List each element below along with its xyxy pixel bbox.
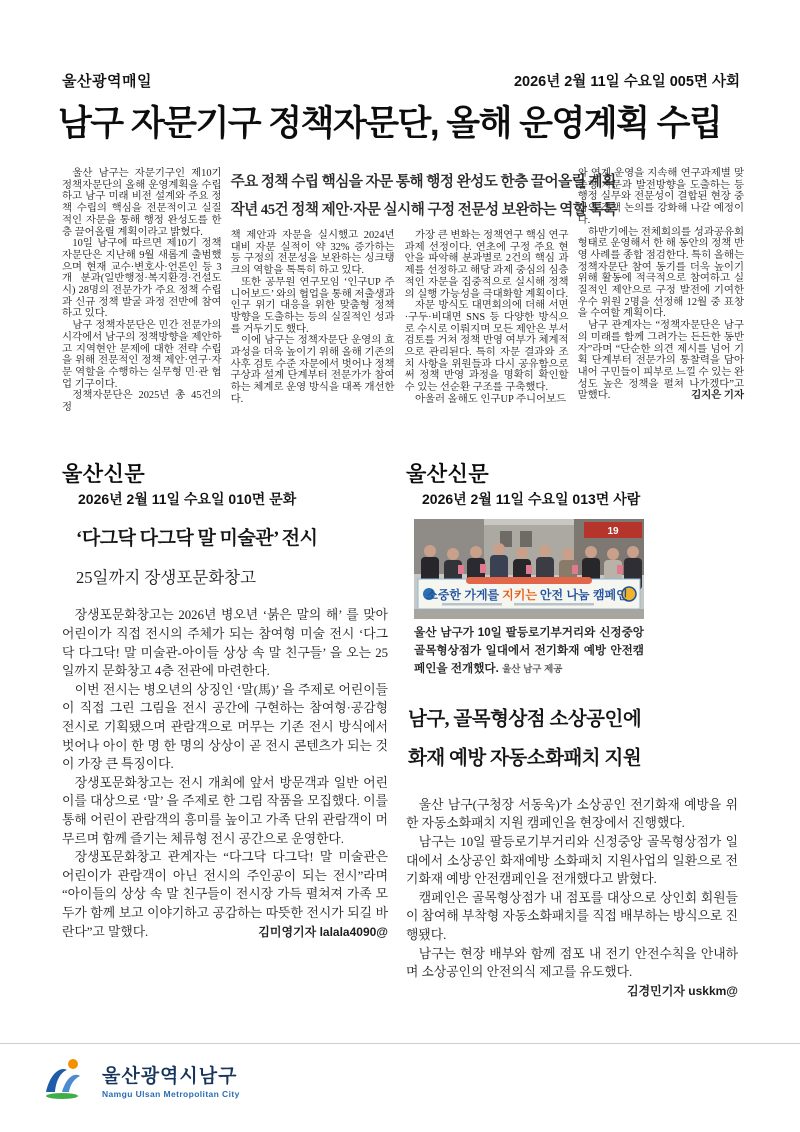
paper-logo-people: 울산신문 (406, 463, 490, 486)
quote-text: 남구는 현장 배부와 함께 점포 내 전기 안전수칙을 안내하며 소상공인의 안전의식 제고를 유도했다. (406, 946, 738, 980)
paragraph (578, 320, 744, 402)
photo-ground (414, 609, 644, 619)
logo-korean: 울산광역시남구 (102, 1066, 238, 1087)
paragraph: 장생포문화창고는 2026년 병오년 ‘붉은 말의 해’ 를 맞아 어린이가 직접 전시의 주체가 되는 참여형 미술 전시 ‘다그닥 다그닥! 말 미술관-아이들 상상 속 말 친구들’ 을 오는 25일까지 문화창고 4층 전관에 마련한다. (62, 608, 388, 679)
paragraph: 남구는 10일 팔등로기부거리와 신정중앙 골목형상점가 일대에서 소상공인 화재예방 소화패치 지원사업의 일환으로 전기화재 예방 안전캠페인을 전개했다고 밝혔다. (406, 834, 738, 887)
main-article (62, 168, 744, 460)
paragraph: 책 제안과 자문을 실시했고 2024년 대비 자문 실적이 약 32% 증가하는 등 구정의 전문성을 보완하는 싱크탱크의 역할을 톡톡히 하고 있다. (230, 230, 395, 277)
paragraph: 이번 전시는 병오년의 상징인 ‘말(馬)’ 을 주제로 어린이들이 직접 그린 그림을 전시 공간에 구현하는 참여형·공감형 전시로 기획됐으며 관람객으로 머무는 기존 전시 방식에서 벗어나 아이 한 명 한 명의 상상이 곧 전시 콘텐츠가 되는 것이 가장 큰 특징이다. (62, 682, 388, 772)
paragraph: 정책자문단은 2025년 총 45건의 정 (62, 390, 222, 414)
reporter-byline: 김미영기자 lalala4090@ (258, 924, 388, 939)
top-dateline: 2026년 2월 11일 수요일 005면 사회 (513, 74, 740, 90)
paragraph: 울산 남구(구청장 서동욱)가 소상공인 전기화재 예방을 위한 자동소화패치 지원 캠페인을 현장에서 진행했다. (406, 797, 738, 831)
paragraph: 캠페인은 골목형상점가 내 점포를 대상으로 상인회 회원들이 참여해 부착형 자동소화패치를 직접 배부하는 방식으로 진행됐다. (406, 890, 738, 942)
main-subhead (230, 168, 617, 224)
quote-text: 장생포문화창고 관계자는 “다그닥 다그닥! 말 미술관은 어린이가 관람객이 아닌 전시의 주인공이 되는 전시”라며 “아이들의 상상 속 말 친구들이 전시장 가득 펼쳐져 가족 모두가 함께 보고 이야기하고 공감하는 따뜻한 전시가 되길 바란다”고 말했다. (62, 850, 388, 939)
reporter-byline: 김경민기자 uskkm@ (626, 983, 738, 998)
subhead-line2: 작년 45건 정책 제안·자문 실시해 구정 전문성 보완하는 역할 톡톡 (230, 202, 617, 218)
logo-text (102, 1061, 240, 1099)
paragraph: 장생포문화창고는 전시 개최에 앞서 방문객과 일반 어린이를 대상으로 ‘말’ 을 주제로 한 그림 작품을 모집했다. 이를 통해 어린이 관람객의 흥미를 높이고 가족 단위 관람객이 머무르며 함께 즐기는 체류형 전시 공간으로 운영한다. (62, 775, 388, 846)
main-article-col1 (62, 168, 222, 460)
paragraph: 울산 남구는 자문기구인 제10기 정책자문단의 올해 운영계획을 수립하고 남구 미래 비전 설계와 주요 정책 수립의 핵심을 전문적이고 실질적인 자문을 통해 행정 완성도를 한층 끌어올릴 계획이라고 밝혔다. (62, 168, 222, 238)
main-article-col4 (578, 168, 744, 460)
people-headline (408, 700, 738, 778)
banner-small-text-bar (442, 603, 502, 606)
paragraph: 와 연계 운영을 지속해 연구과제별 맞춤형 자문과 발전방향을 도출하는 등 행정 실무와 전문성이 결합된 현장 중심의 정책 논의를 강화해 나갈 예정이다. (577, 168, 744, 226)
culture-headline: ‘다그닥 다그닥 말 미술관’ 전시 (76, 527, 318, 549)
subhead-line1: 주요 정책 수립 핵심을 자문 통해 행정 완성도 한층 끌어올릴 계획 (230, 174, 616, 190)
paragraph (406, 945, 738, 998)
paragraph: 또한 공무원 연구모임 ‘인구UP 주니어보드’ 와의 협업을 통해 저출생과 인구 위기 대응을 위한 맞춤형 정책 방향을 도출하는 등의 실질적인 성과를 거두기도 했다. (230, 276, 395, 335)
culture-dateline: 2026년 2월 11일 수요일 010면 문화 (78, 491, 297, 507)
people-body (406, 796, 738, 998)
logo-sun (68, 1059, 78, 1069)
photo-credit: 울산 남구 제공 (502, 663, 563, 675)
paragraph: 남구 정책자문단은 민간 전문가의 시각에서 남구의 정책방향을 제안하고 지역현안 문제에 대한 전략 수립을 위해 전문적인 정책 제안·연구·자문 역할을 수행하는 실무형 민·관 협업 기구이다. (62, 320, 222, 390)
banner-top-strip (466, 577, 592, 584)
people-article (406, 458, 738, 1000)
paragraph: 아울러 올해도 인구UP 주니어보드 (414, 393, 567, 405)
paragraph (62, 848, 388, 941)
paragraph: 하반기에는 전체회의를 성과공유회 형태로 운영해서 한 해 동안의 정책 반영 사례를 종합 점검한다. 특히 올해는 정책자문단 참여 동기를 더욱 높이기 위해 활동에 적극적으로 참여하고 실질적인 제안으로 구정 발전에 기여한 우수 위원 2명을 선정해 12월 중 표창을 수여할 계획이다. (577, 226, 744, 320)
red-sign-text: 19 (607, 525, 619, 537)
page-header (62, 70, 740, 91)
paragraph: 10일 남구에 따르면 제10기 정책자문단은 지난해 9월 새롭게 출범했으며 현재 교수·변호사·언론인 등 3개 분과(일반행정·복지환경·건설도시) 28명의 전문가가 주요 정책 수립과 신규 정책 발굴 과정 전반에 참여하고 있다. (62, 238, 222, 320)
main-article-col2 (231, 230, 395, 406)
paragraph: 가장 큰 변화는 정책연구 핵심 연구과제 선정이다. 연초에 구정 주요 현안을 파악해 분과별로 2건의 핵심 과제를 선정하고 해당 과제 중심의 심층적인 자문을 집중적으로 실시해 정책의 실행 가능성을 극대화할 계획이다. (404, 230, 569, 300)
logo-swoosh-right (62, 1075, 80, 1092)
campaign-photo (414, 519, 644, 619)
masthead: 울산광역매일 (62, 73, 152, 90)
footer (40, 1058, 240, 1102)
caption-text: 울산 남구가 10일 팔등로기부거리와 신정중앙 골목형상점가 일대에서 전기화재 예방 안전캠페인을 전개했다. (414, 625, 644, 675)
namgu-logo-icon (40, 1058, 92, 1102)
banner-text: 소중한 가게를 지키는 안전 나눔 캠페인 (426, 587, 628, 602)
photo-block (414, 519, 644, 678)
culture-subhead: 25일까지 장생포문화창고 (76, 568, 257, 588)
main-article-middle (230, 168, 617, 460)
photo-caption (414, 624, 644, 678)
people-headline-line1: 남구, 골목형상점 소상공인에 (408, 708, 642, 730)
quote-text: 남구 관계자는 “정책자문단은 남구의 미래를 함께 그려가는 든든한 동반자”라며 “단순한 의견 제시를 넘어 기획 단계부터 전문가의 통찰력을 담아내어 구민들이 피부로 느낄 수 있는 완성도 높은 정책을 펼쳐 나가겠다”고 말했다. (577, 320, 744, 402)
logo-base (46, 1093, 78, 1099)
photo-window (520, 531, 532, 547)
people-dateline: 2026년 2월 11일 수요일 013면 사람 (422, 491, 641, 507)
paragraph: 자문 방식도 대면회의에 더해 서면·구두·비대면 SNS 등 다양한 방식으로 수시로 이뤄지며 모든 제안은 부서 검토를 거쳐 정책 반영 여부가 체계적으로 관리된다. 특히 자문 결과와 조치 사항을 위원들과 다시 공유함으로써 정책 반영 과정을 명확히 확인할 수 있는 선순환 구조를 구축했다. (404, 300, 569, 394)
footer-divider (0, 1043, 800, 1044)
paper-logo-culture: 울산신문 (62, 463, 146, 486)
main-article-col3 (405, 230, 569, 406)
logo-english: Namgu Ulsan Metropolitan City (102, 1089, 240, 1099)
banner-small-text-bar (514, 603, 594, 606)
culture-article (62, 458, 388, 941)
paragraph: 이에 남구는 정책자문단 운영의 효과성을 더욱 높이기 위해 올해 기존의 사후 검토 수준 자문에서 벗어나 정책 구상과 설계 단계부터 전문가가 참여하는 체계로 운영 방식을 대폭 개선한다. (230, 335, 395, 405)
culture-body (62, 606, 388, 941)
reporter-byline: 김지은 기자 (691, 390, 744, 402)
people-headline-line2: 화재 예방 자동소화패치 지원 (408, 747, 642, 769)
campaign-banner (418, 577, 640, 609)
main-headline: 남구 자문기구 정책자문단, 올해 운영계획 수립 (58, 104, 722, 143)
